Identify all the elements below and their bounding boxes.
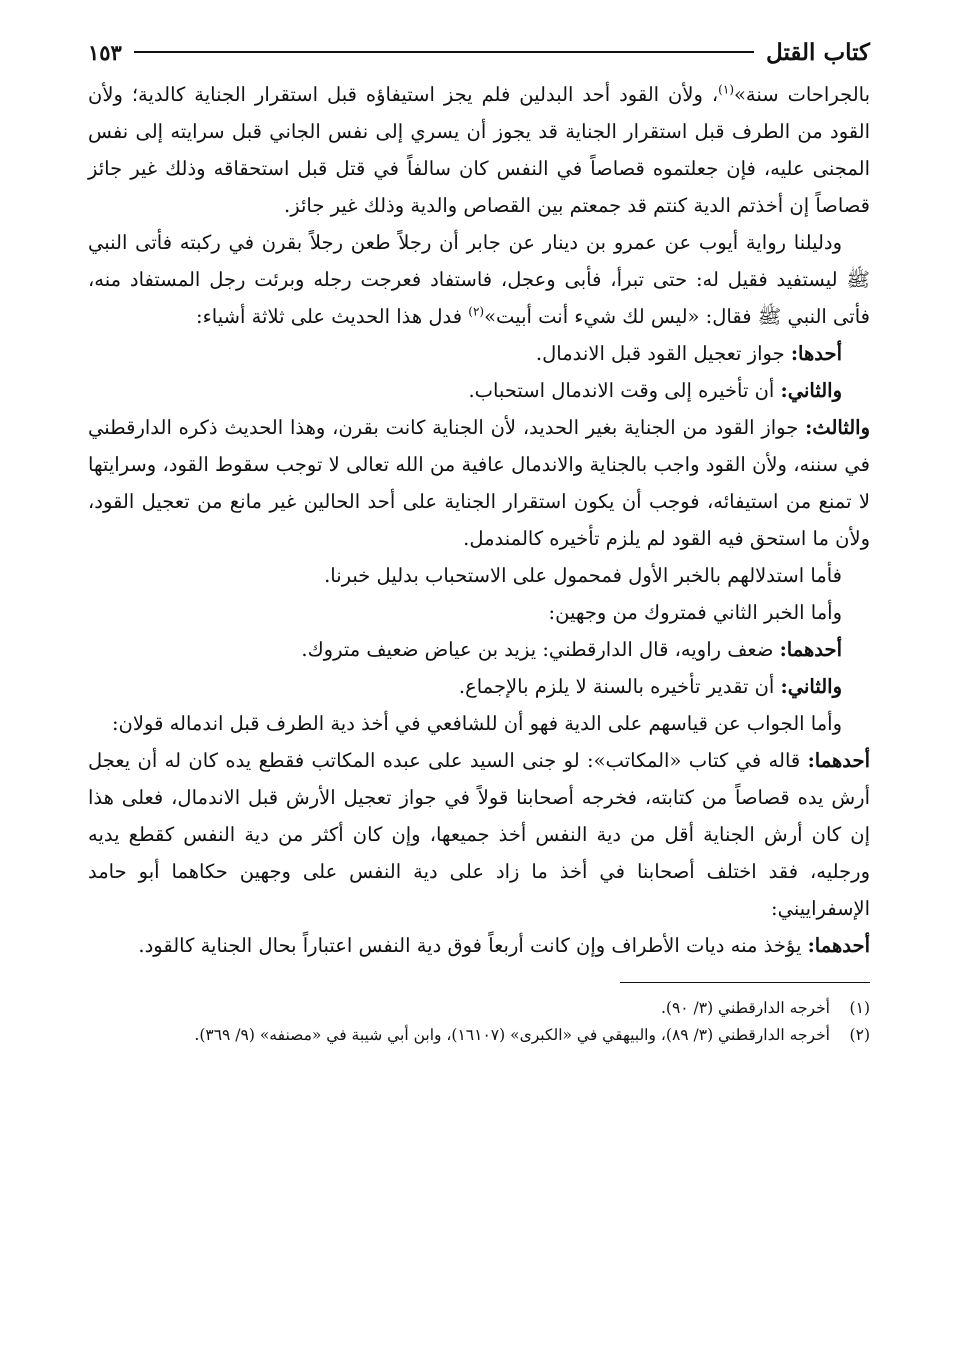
paragraph: والثاني: أن تقدير تأخيره بالسنة لا يلزم بالإجماع.: [458, 675, 842, 698]
footnote: [88, 995, 870, 1022]
footnote-text: أخرجه الدارقطني (٣/ ٨٩)، والبيهقي في «الكبرى» (١٦١٠٧)، وابن أبي شيبة في «مصنفه» (٩/ ٣٦٩).: [194, 1026, 830, 1044]
paragraph: والثاني: أن تأخيره إلى وقت الاندمال استحباب.: [468, 379, 842, 402]
paragraph: فأما استدلالهم بالخبر الأول فمحمول على الاستحباب بدليل خبرنا.: [324, 564, 842, 587]
paragraph: وأما الجواب عن قياسهم على الدية فهو أن للشافعي في أخذ دية الطرف قبل اندماله قولان:: [111, 712, 842, 735]
term-label: أحدها:: [790, 342, 842, 365]
footnote: [88, 1022, 870, 1049]
page-header: [88, 30, 870, 74]
term-label: والثاني:: [780, 675, 842, 698]
footnotes: [88, 995, 870, 1049]
term-label: أحدهما:: [807, 749, 870, 772]
paragraph: أحدهما: قاله في كتاب «المكاتب»: لو جنى السيد على عبده المكاتب فقطع يده كان له أن يعجل أرش يده قصاصاً من كتابته، فخرجه أصحابنا قولاً في جواز تعجيل الأرش قبل الاندمال، فعلى هذا إن كان أرش الجناية أقل من دية النفس أخذ جميعها، وإن كان أكثر من دية النفس كقطع يديه ورجليه، فقد اختلف أصحابنا في أخذ ما زاد على دية النفس على وجهين حكاهما أبو حامد الإسفراييني:: [88, 749, 870, 920]
term-label: أحدهما:: [779, 638, 842, 661]
term-label: والثالث:: [805, 416, 870, 439]
term-label: والثاني:: [780, 379, 842, 402]
footnote-separator: [620, 982, 870, 983]
chapter-title: كتاب القتل: [766, 38, 870, 66]
footnote-marker: (١): [718, 82, 734, 97]
paragraph: بالجراحات سنة»$^{(١)}$، ولأن القود أحد البدلين فلم يجز استيفاؤه قبل استقرار الجناية كالدية؛ ولأن القود من الطرف قبل استقرار الجناية قد يجوز أن يسري إلى نفس الجاني قبل سرايته إلى نفس المجنى عليه، فإن جعلتموه قصاصاً في النفس كان سالفاً في قتل قبل استحقاقه وذلك غير جائز قصاصاً إن أخذتم الدية كنتم قد جمعتم بين القصاص والدية وذلك غير جائز.: [88, 82, 871, 217]
body-text: [88, 76, 870, 964]
paragraph: وأما الخبر الثاني فمتروك من وجهين:: [548, 601, 842, 624]
paragraph: أحدهما: ضعف راويه، قال الدارقطني: يزيد بن عياض ضعيف متروك.: [301, 638, 842, 661]
footnote-marker: (٢): [468, 304, 485, 319]
footnote-number: (١): [849, 999, 870, 1017]
footnote-number: (٢): [849, 1026, 870, 1044]
header-rule: [134, 51, 754, 53]
paragraph: أحدها: جواز تعجيل القود قبل الاندمال.: [535, 342, 842, 365]
document-page: [88, 30, 870, 1049]
term-label: أحدهما:: [807, 934, 870, 957]
footnote-text: أخرجه الدارقطني (٣/ ٩٠).: [660, 999, 830, 1017]
paragraph: أحدهما: يؤخذ منه ديات الأطراف وإن كانت أربعاً فوق دية النفس اعتباراً بحال الجناية كالقود.: [138, 934, 870, 957]
paragraph: والثالث: جواز القود من الجناية بغير الحديد، لأن الجناية كانت بقرن، وهذا الحديث ذكره الدارقطني في سننه، ولأن القود واجب بالجناية والاندمال عافية من الله تعالى لا توجب سقوط القود، وسرايتها لا تمنع من استيفائه، فوجب أن يكون استقرار الجناية على أحد الحالين غير مانع من تعجيل القود، ولأن ما استحق فيه القود لم يلزم تأخيره كالمندمل.: [88, 416, 870, 550]
page-number: ١٥٣: [88, 39, 122, 65]
paragraph: ودليلنا رواية أيوب عن عمرو بن دينار عن جابر أن رجلاً طعن رجلاً بقرن في ركبته فأتى النبي ﷺ ليستفيد فقيل له: حتى تبرأ، فأبى وعجل، فاستفاد فعرجت رجله وبرئت رجل المستفاد منه، فأتى النبي ﷺ فقال: «ليس لك شيء أنت أبيت»$^{(٢)}$ فدل هذا الحديث على ثلاثة أشياء:: [88, 231, 870, 328]
